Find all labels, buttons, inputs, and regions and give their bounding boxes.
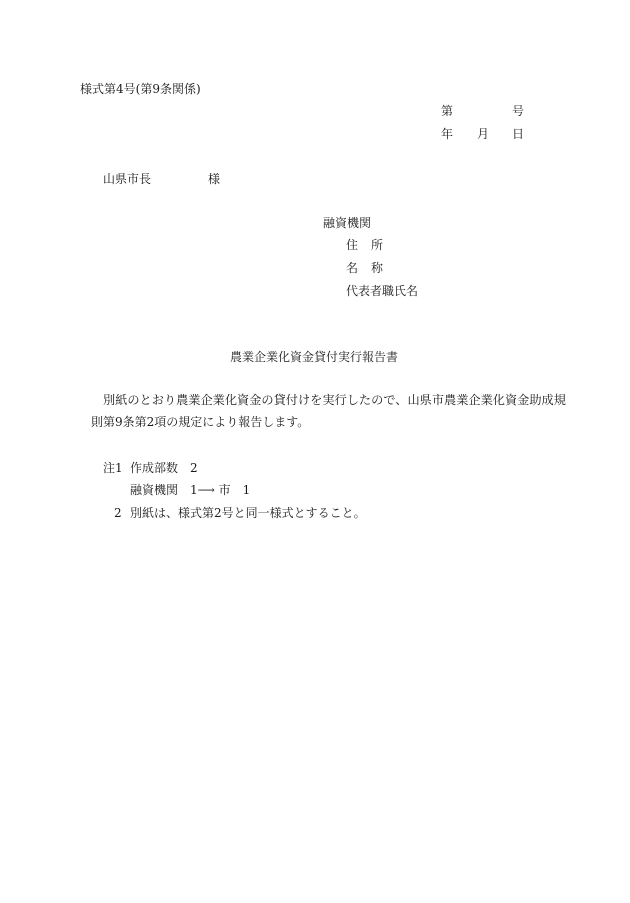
address-label-part2: 所 [371, 238, 384, 252]
name-label-part2: 称 [371, 261, 384, 275]
doc-number-prefix: 第 [441, 104, 454, 118]
address-label-part1: 住 [346, 238, 359, 252]
date-year: 年 [441, 127, 454, 141]
form-number: 様式第4号(第9条関係) [80, 82, 201, 96]
note1-text: 作成部数 2 [130, 461, 198, 475]
date-day: 日 [512, 127, 525, 141]
body-line-2: 則第9条第2項の規定により報告します。 [91, 415, 310, 429]
representative-label: 代表者職氏名 [346, 284, 419, 298]
document-title: 農業企業化資金貸付実行報告書 [230, 350, 399, 364]
note1-distribution: 融資機関 1⟶ 市 1 [130, 483, 251, 497]
name-label-part1: 名 [346, 261, 359, 275]
addressee-name: 山県市長 [103, 172, 152, 186]
date-month: 月 [477, 127, 490, 141]
note2-text: 別紙は、様式第2号と同一様式とすること。 [130, 506, 366, 520]
note1-label: 注1 [103, 461, 123, 475]
body-line-1: 別紙のとおり農業企業化資金の貸付けを実行したので、山県市農業企業化資金助成規 [103, 393, 566, 407]
note2-label: 2 [114, 506, 122, 520]
doc-number-suffix: 号 [512, 104, 525, 118]
addressee-honorific: 様 [208, 172, 221, 186]
sender-heading: 融資機関 [323, 216, 372, 230]
